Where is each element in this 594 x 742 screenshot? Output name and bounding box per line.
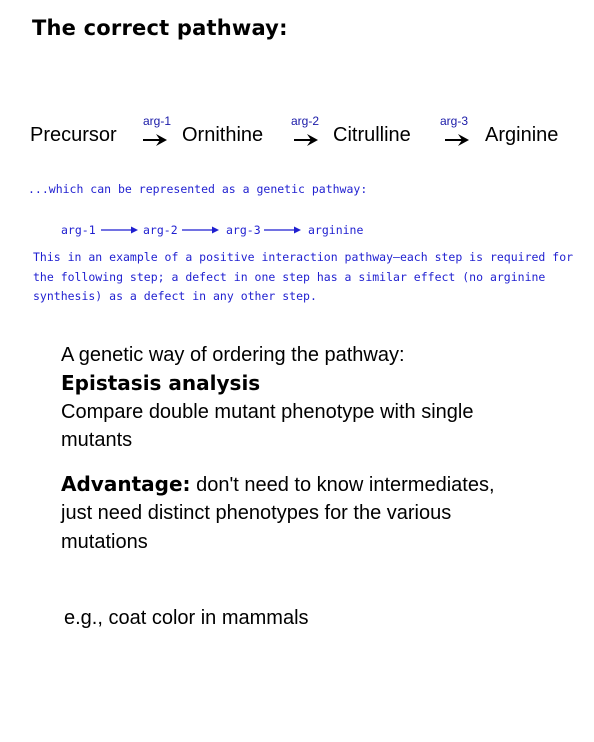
advantage-text: don't need to know intermediates, — [190, 474, 495, 496]
compare-line-2: mutants — [61, 429, 133, 451]
gene-arg-3: arg-3 — [226, 223, 261, 237]
gene-arg-2: arg-2 — [143, 223, 178, 237]
enzyme-label-arg-3: arg-3 — [440, 114, 469, 128]
compound-citrulline: Citrulline — [333, 124, 411, 146]
page-title: The correct pathway: — [32, 16, 288, 40]
right-arrow-icon — [444, 134, 470, 146]
advantage-line-2: just need distinct phenotypes for the various — [61, 502, 452, 524]
epistasis-heading: Epistasis analysis — [61, 371, 261, 395]
pathway-explanation: This in an example of a positive interaction pathway—each step is required for the following step; a defect in one step has a similar effect (no arginine synthesis) as a defect in any other step. — [33, 250, 574, 303]
compound-ornithine: Ornithine — [182, 124, 264, 146]
example-line: e.g., coat color in mammals — [64, 607, 309, 629]
genetic-pathway-intro: ...which can be represented as a genetic pathway: — [28, 182, 368, 196]
advantage-line-3: mutations — [61, 531, 148, 553]
advantage-label: Advantage: — [61, 472, 191, 496]
right-arrow-icon — [293, 134, 319, 146]
compare-line-1: Compare double mutant phenotype with single — [61, 401, 474, 423]
right-arrow-icon — [142, 134, 168, 146]
right-arrow-icon — [264, 225, 302, 235]
advantage-line-1 — [61, 472, 495, 497]
right-arrow-icon — [182, 225, 220, 235]
compound-arginine: Arginine — [485, 124, 559, 146]
right-arrow-icon — [101, 225, 139, 235]
enzyme-label-arg-1: arg-1 — [143, 114, 172, 128]
compound-precursor: Precursor — [30, 124, 117, 146]
enzyme-label-arg-2: arg-2 — [291, 114, 320, 128]
gene-arginine: arginine — [308, 223, 364, 237]
ordering-line: A genetic way of ordering the pathway: — [61, 344, 405, 366]
gene-arg-1: arg-1 — [61, 223, 96, 237]
